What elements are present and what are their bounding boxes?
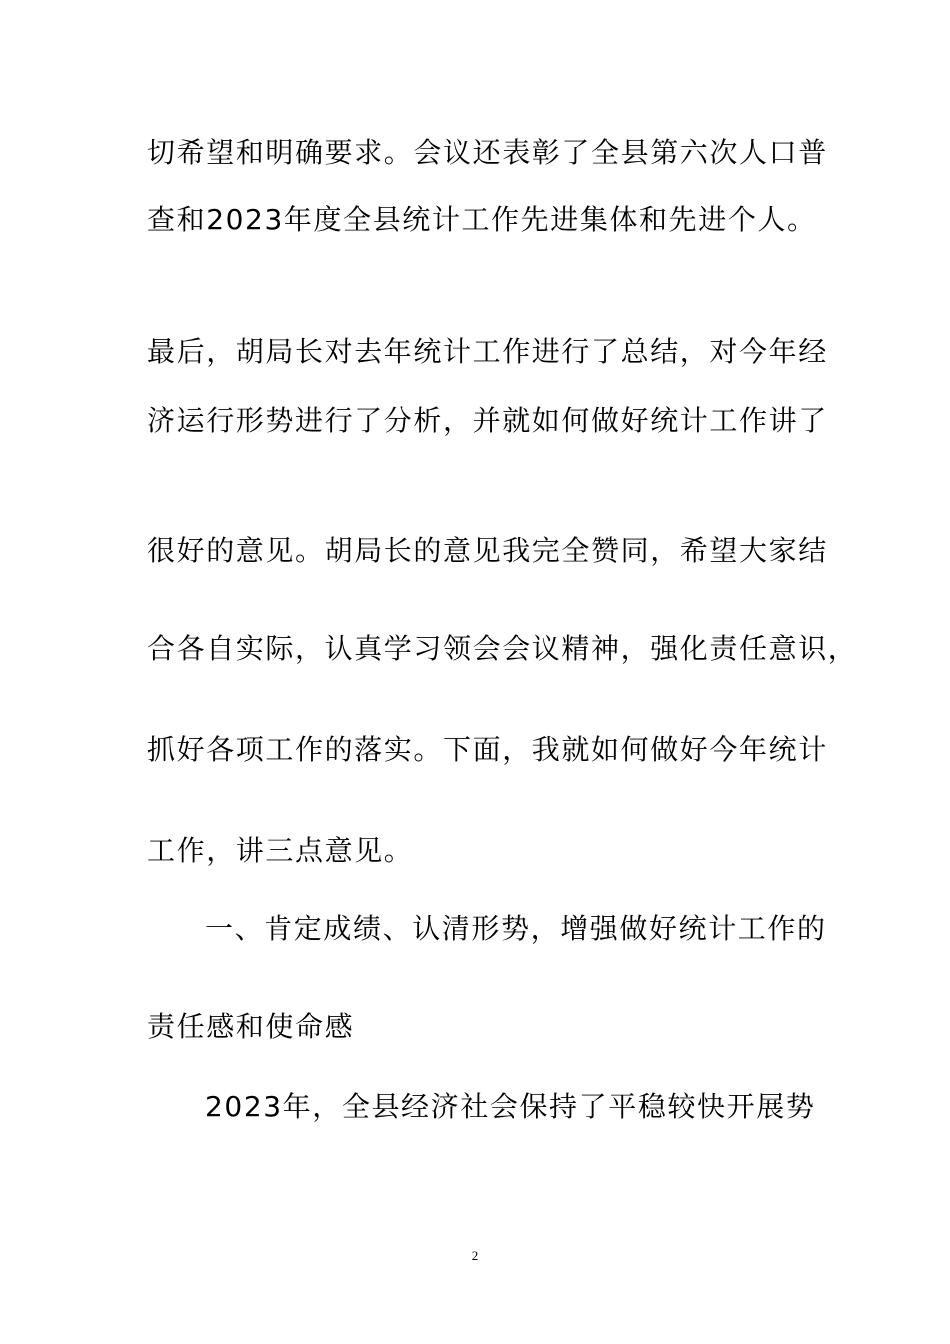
section-heading-continuation: 责任感和使命感: [147, 1010, 355, 1043]
text-line: 最后，胡局长对去年统计工作进行了总结，对今年经: [147, 335, 828, 368]
text-line: 济运行形势进行了分析，并就如何做好统计工作讲了: [147, 404, 828, 437]
text-line: 查和2023年度全县统计工作先进集体和先进个人。: [147, 203, 817, 236]
text-line: 工作，讲三点意见。: [147, 834, 414, 867]
text-line: 切希望和明确要求。会议还表彰了全县第六次人口普: [147, 136, 828, 169]
text-line: 2023年，全县经济社会保持了平稳较快开展势: [205, 1090, 816, 1123]
text-line: 合各自实际，认真学习领会会议精神，强化责任意识，: [147, 632, 858, 665]
section-heading: 一、肯定成绩、认清形势，增强做好统计工作的: [205, 912, 827, 945]
text-line: 抓好各项工作的落实。下面，我就如何做好今年统计: [147, 733, 828, 766]
text-line: 很好的意见。胡局长的意见我完全赞同，希望大家结: [147, 534, 828, 567]
page-number: 2: [471, 1248, 479, 1263]
